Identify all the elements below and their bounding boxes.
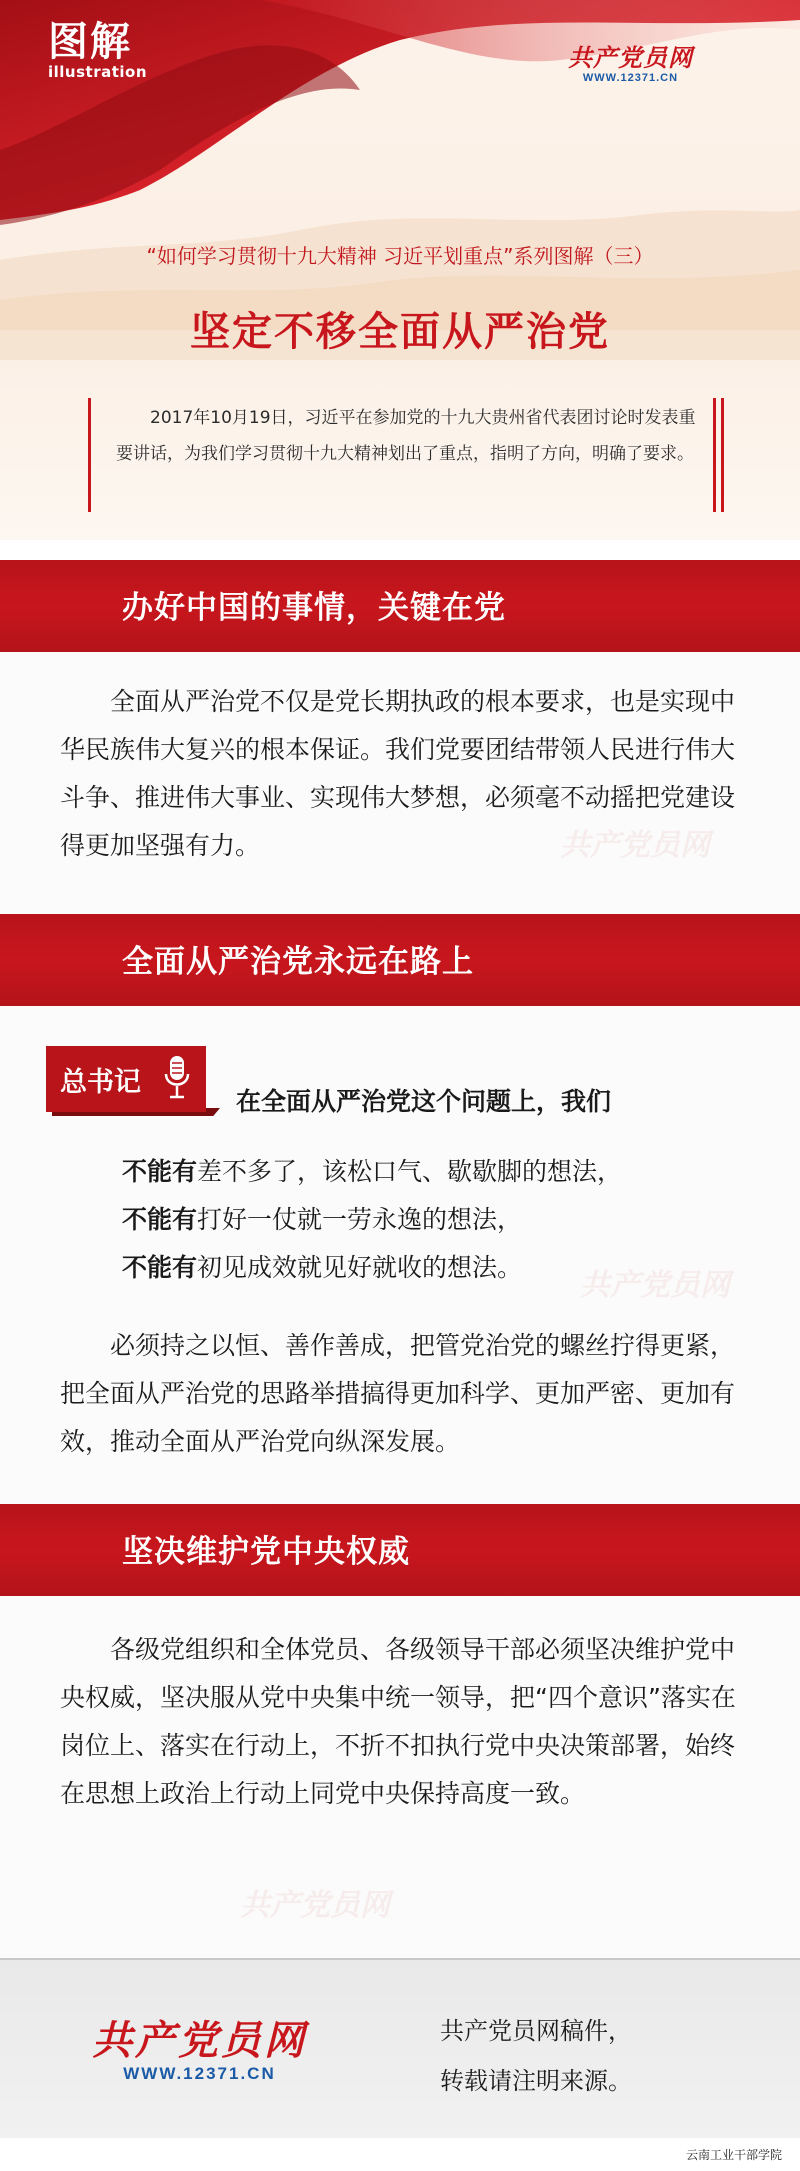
list-item-text: 差不多了，该松口气、歇歇脚的想法，: [197, 1157, 623, 1186]
list-item-bold: 不能有: [122, 1157, 198, 1186]
list-item-text: 初见成效就见好就收的想法。: [197, 1253, 523, 1282]
tag-label: 总书记: [60, 1067, 141, 1098]
list-item-bold: 不能有: [122, 1253, 198, 1282]
section-title-3: 坚决维护党中央权威: [122, 1534, 410, 1570]
section-banner-2: [0, 914, 800, 1006]
credit: 云南工业干部学院: [685, 2148, 782, 2162]
series-title: “如何学习贯彻十九大精神 习近平划重点”系列图解（三）: [146, 244, 654, 268]
site-logo-url: WWW.12371.CN: [582, 72, 679, 84]
footer-logo: [92, 2018, 307, 2084]
microphone-icon: [162, 1054, 192, 1104]
section-paragraph-2: 必须持之以恒、善作善成，把管党治党的螺丝拧得更紧，把全面从严治党的思路举措搞得更加科学、更加严密、更加有效，推动全面从严治党向纵深发展。: [60, 1331, 736, 1456]
tag-lead-text: 在全面从严治党这个问题上，我们: [236, 1087, 612, 1116]
copyright-note: [440, 2006, 632, 2106]
footer-logo-url: WWW.12371.CN: [123, 2064, 276, 2083]
list-item: [122, 1244, 742, 1292]
badge-cn: 图解: [48, 19, 132, 65]
section-title-1: 办好中国的事情，关键在党: [122, 590, 506, 626]
site-logo-cn: 共产党员网: [568, 43, 693, 72]
list-item: [122, 1148, 742, 1196]
section-paragraph-3: 各级党组织和全体党员、各级领导干部必须坚决维护党中央权威，坚决服从党中央集中统一领导，把“四个意识”落实在岗位上、落实在行动上，不折不扣执行党中央决策部署，始终在思想上政治上行动上同党中央保持高度一致。: [60, 1635, 736, 1808]
intro-border-right-outer: [721, 398, 724, 512]
list-item: [122, 1196, 742, 1244]
general-secretary-tag: [46, 1046, 206, 1112]
section-banner-3: [0, 1504, 800, 1596]
section-title-2: 全面从严治党永远在路上: [122, 944, 474, 980]
footer: [0, 1958, 800, 2138]
copyright-note-line2: 转载请注明来源。: [440, 2067, 632, 2095]
header: [0, 0, 800, 540]
section-banner-1: [0, 560, 800, 652]
intro-text: 2017年10月19日，习近平在参加党的十九大贵州省代表团讨论时发表重要讲话，为我们学习贯彻十九大精神划出了重点，指明了方向，明确了要求。: [116, 408, 696, 464]
site-logo: [568, 44, 693, 84]
copyright-note-line1: 共产党员网稿件，: [440, 2017, 632, 2045]
footer-logo-cn: 共产党员网: [92, 2017, 307, 2064]
page-title: 坚定不移全面从严治党: [190, 309, 610, 355]
intro-border-right-inner: [713, 398, 716, 512]
list-item-text: 打好一仗就一劳永逸的想法，: [197, 1205, 523, 1234]
intro-box: [88, 398, 724, 512]
illustration-badge: [48, 20, 147, 80]
badge-en: illustration: [48, 63, 148, 81]
intro-border-left: [88, 398, 91, 512]
list-item-bold: 不能有: [122, 1205, 198, 1234]
section-paragraph-1: 全面从严治党不仅是党长期执政的根本要求，也是实现中华民族伟大复兴的根本保证。我们党要团结带领人民进行伟大斗争、推进伟大事业、实现伟大梦想，必须毫不动摇把党建设得更加坚强有力。: [60, 687, 736, 860]
not-list: [122, 1148, 742, 1292]
